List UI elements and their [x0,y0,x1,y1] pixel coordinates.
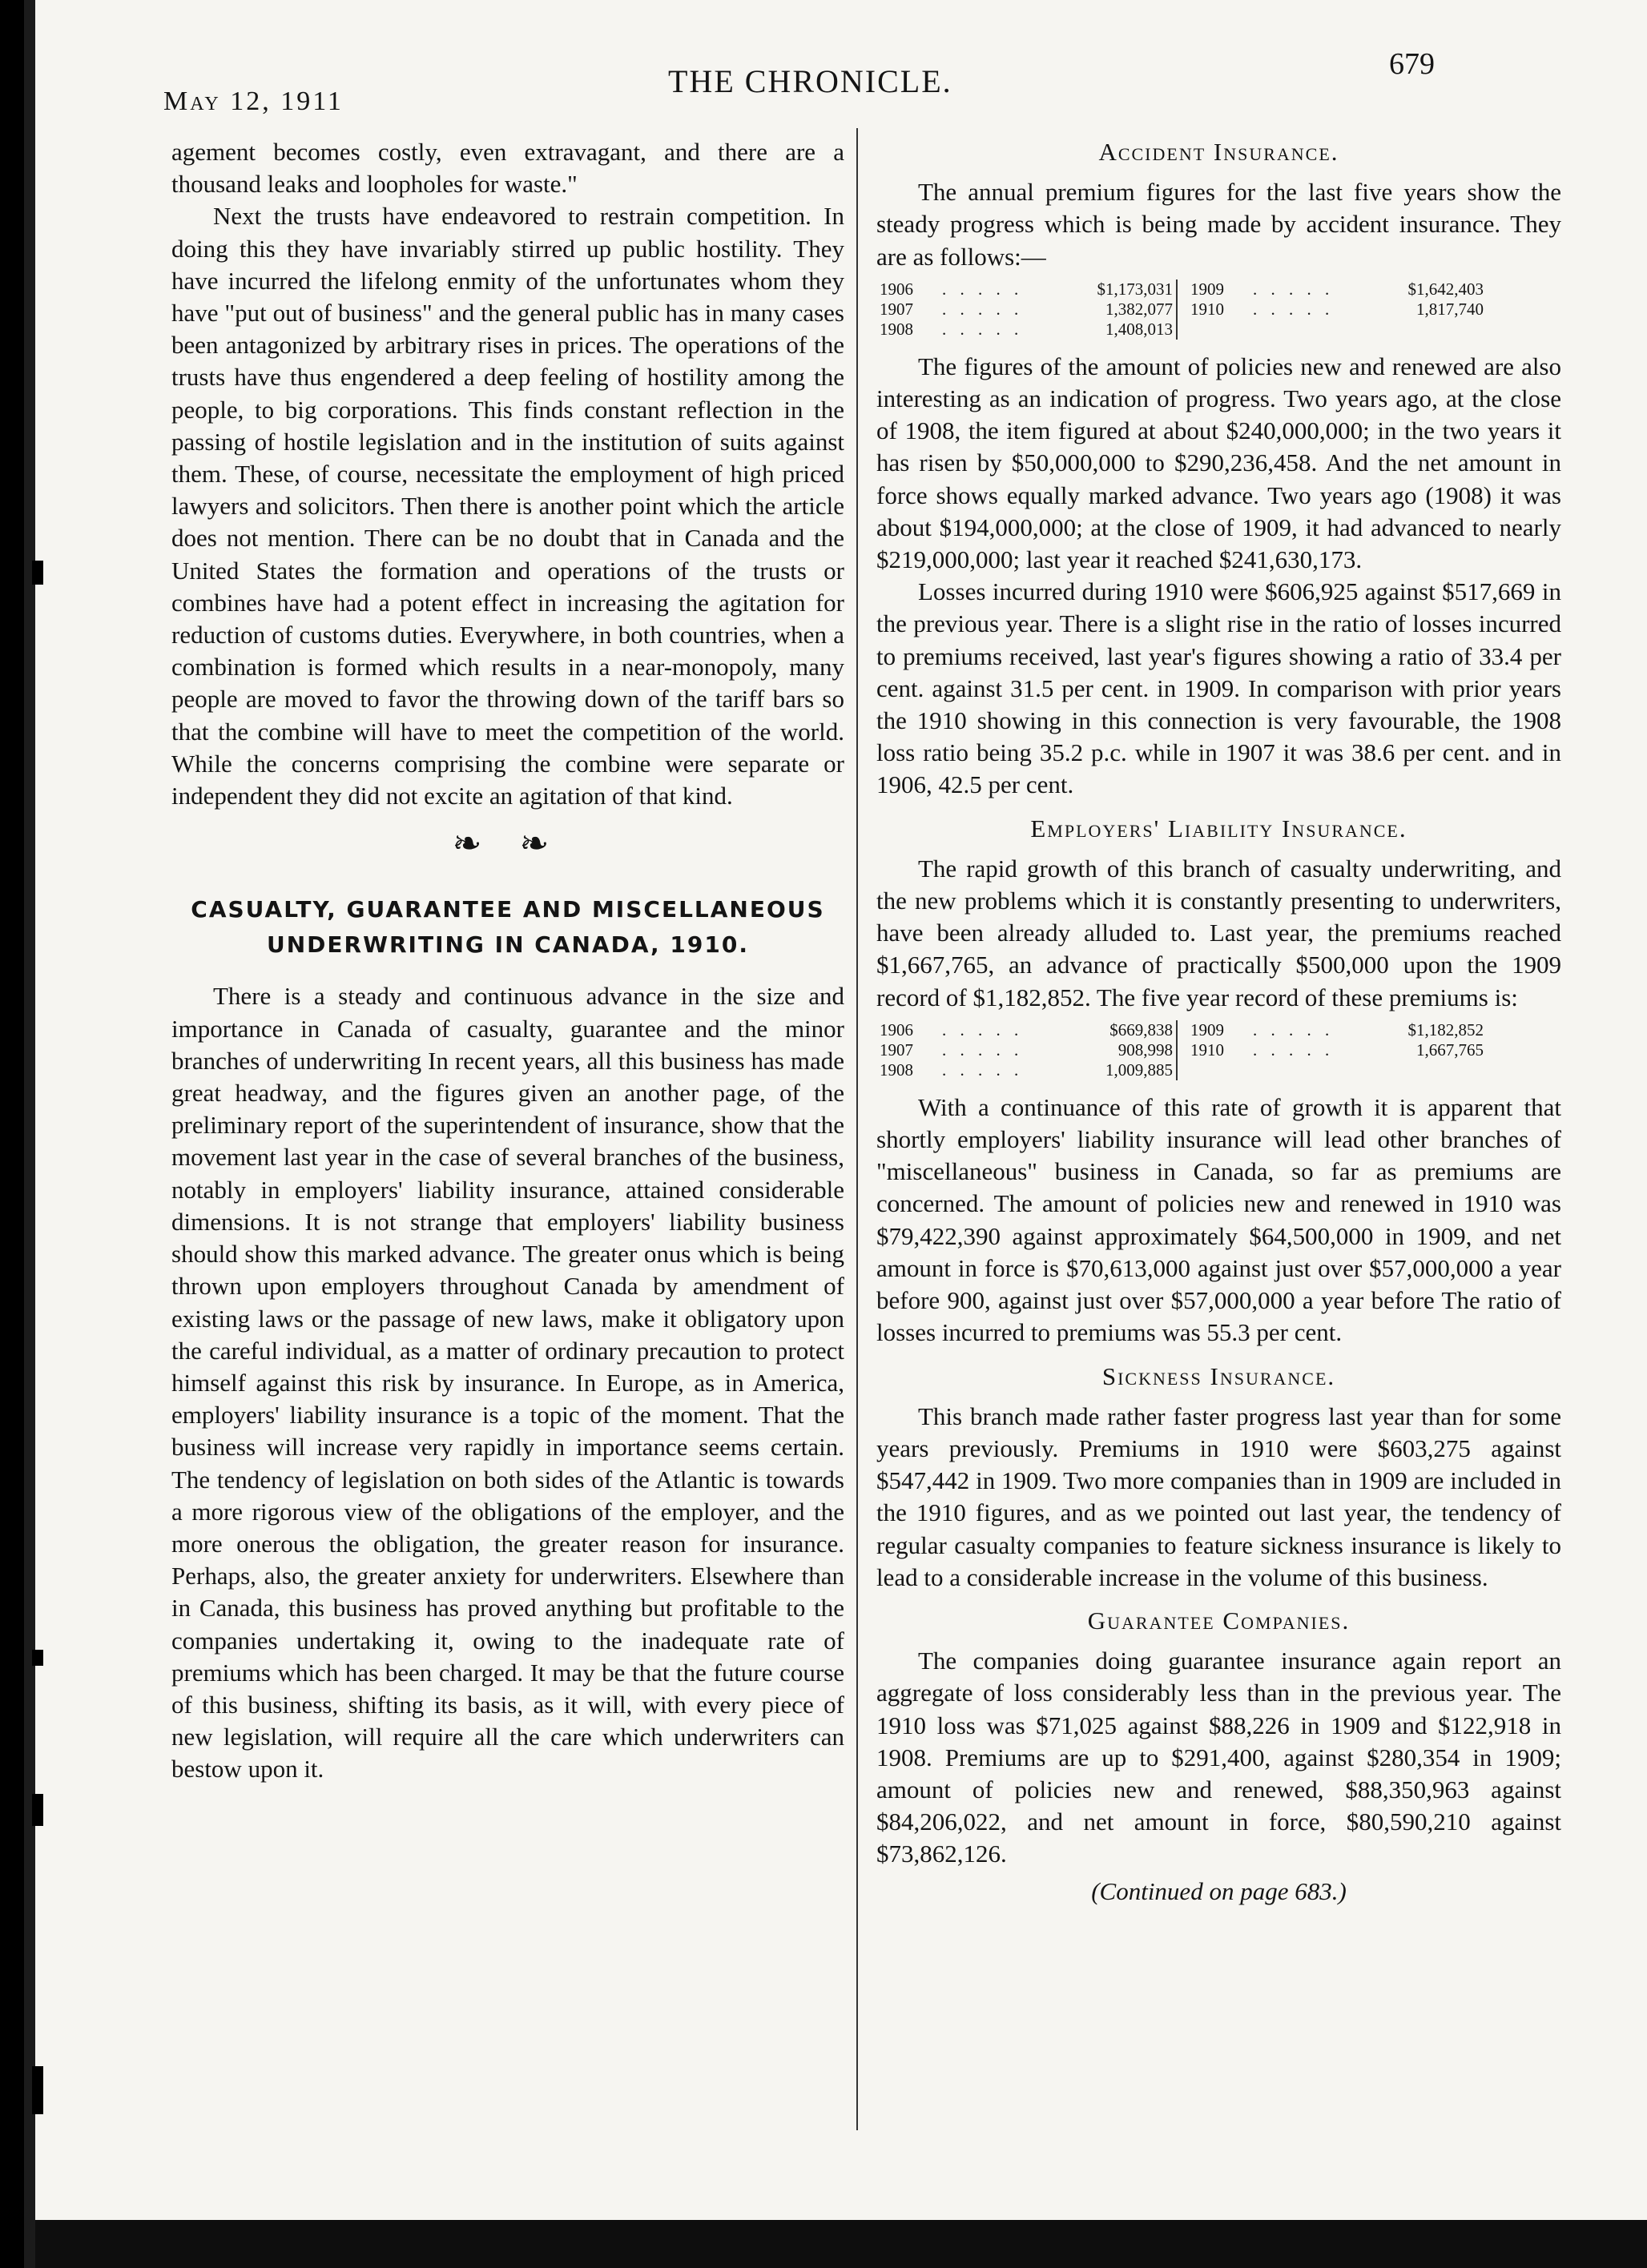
scan-edge [35,2220,1647,2268]
paragraph: Next the trusts have endeavored to restrain competition. In doing this they have invariably stirred up public hostility. They have incurred the lifelong enmity of the unfortunates whom they have "put out of business" and the general public has in many cases been antagonized by arbitrary rises in prices. The operations of the trusts have thus engendered a deep feeling of hostility among the people, to big corporations. This finds constant reflection in the passing of hostile legislation and in the institution of suits against them. These, of course, necessitate the employment of high priced lawyers and solicitors. Then there is another point which the article does not mention. There can be no doubt that in Canada and the United States the formation and operations of the trusts or combines have had a potent effect in increasing the agitation for reduction of customs duties. Everywhere, in both countries, when a combination is formed which results in a near-monopoly, many people are moved to favor the throwing down of the tariff bars so that the combine will have to meet the competition of the world. While the concerns comprising the combine were separate or independent they did not excite an agitation of that kind. [171,202,844,810]
article-title-line: CASUALTY, GUARANTEE AND MISCELLANEOUS [191,896,825,923]
paragraph: Losses incurred during 1910 were $606,925 against $517,669 in the previous year. There is a slight rise in the ratio of losses incurred to premiums received, last year's figures showing a ratio of 33.4 per cent. against 31.5 per cent. in 1909. In comparison with prior years the 1910 showing in this connection is very favourable, the 1908 loss ratio being 35.2 p.c. while in 1907 it was 38.6 per cent. and in 1906, 42.5 per cent. [876,577,1561,799]
paragraph: The rapid growth of this branch of casualty underwriting, and the new problems which it is constantly presenting to underwriters, have been already alluded to. Last year, the premiums reached $1,667,765, an advance of practically $500,000 upon the 1909 record of $1,182,852. The five year record of these premiums is: [876,854,1561,1011]
page-number: 679 [1389,47,1435,81]
section-heading-sickness: Sickness Insurance. [1101,1361,1336,1390]
table-cell-year: 1906 [880,279,913,299]
table-cell-amount: $669,838 [1109,1019,1173,1040]
paragraph: agement becomes costly, even extravagant, and there are a thousand leaks and loopholes for waste." [171,138,844,199]
ornament: ❧ ❧ [452,824,564,864]
paragraph: This branch made rather faster progress last year than for some years previously. Premiums in 1910 were $603,275 against $547,442 in 1909. Two more companies than in 1909 are included in the 1910 figures, and as we pointed out last year, the tendency of regular casualty companies to feature sickness insurance is likely to lead to a considerable increase in the volume of this business. [876,1401,1561,1591]
accident-premium-table [876,279,1487,340]
table-cell-amount: $1,642,403 [1407,279,1484,299]
table-cell-year: 1908 [880,1060,913,1080]
table-row: 1906 . . . . . $669,838 1909 . . . . . $1,182,852 [876,1020,1487,1040]
table-cell-amount: 908,998 [1117,1040,1173,1060]
table-cell-year: 1907 [880,299,913,319]
margin-mark [32,2066,43,2114]
table-cell-amount: $1,173,031 [1097,279,1173,299]
employers-premium-table [876,1020,1487,1080]
right-column [876,136,1561,1908]
table-cell-year: 1909 [1190,279,1224,299]
table-cell-amount: 1,382,077 [1105,299,1173,319]
continued-note: (Continued on page 683.) [1091,1876,1347,1905]
section-heading-employers: Employers' Liability Insurance. [1030,814,1407,842]
table-cell-amount: 1,009,885 [1105,1060,1173,1080]
paragraph: The figures of the amount of policies new and renewed are also interesting as an indication of progress. Two years ago, at the close of 1908, the item figured at about $240,000,000; in the two years it has risen by $50,000,000 to $290,236,458. And the net amount in force shows equally marked advance. Two years ago (1908) it was about $194,000,000; at the close of 1909, it had advanced to nearly $219,000,000; last year it reached $241,630,173. [876,352,1561,574]
table-cell-year: 1906 [880,1019,913,1040]
table-row: 1907 . . . . . 908,998 1910 . . . . . 1,667,765 [876,1040,1487,1060]
table-row: 1908 . . . . . 1,408,013 [876,320,1487,340]
table-row: 1907 . . . . . 1,382,077 1910 . . . . . 1,817,740 [876,300,1487,320]
table-row: 1906 . . . . . $1,173,031 1909 . . . . . $1,642,403 [876,279,1487,300]
paragraph: With a continuance of this rate of growth it is apparent that shortly employers' liability insurance will lead other branches of "miscellaneous" business in Canada, so far as premiums are concerned. The amount of policies new and renewed in 1910 was $79,422,390 against approximately $64,500,000 in 1909, and net amount in force is $70,613,000 against just over $57,000,000 a year before 900, against just over $57,000,000 a year before The ratio of losses incurred to premiums was 55.3 per cent. [876,1092,1561,1347]
section-heading-guarantee: Guarantee Companies. [1087,1606,1351,1635]
table-cell-amount: 1,408,013 [1105,319,1173,339]
column-divider [856,128,858,2130]
table-cell-year: 1909 [1190,1019,1224,1040]
table-cell-year: 1908 [880,319,913,339]
article-title [171,892,844,963]
margin-mark [32,1650,43,1666]
header-date: May 12, 1911 [163,86,344,116]
margin-mark [32,561,43,585]
left-column [171,136,844,1786]
paragraph: The companies doing guarantee insurance again report an aggregate of loss considerably less than in the previous year. The 1910 loss was $71,025 against $88,226 in 1909 and $122,918 in 1908. Premiums are up to $291,400, against $280,354 in 1909; amount of policies new and renewed, $88,350,963 against $84,206,022, and net amount in force, $80,590,210 against $73,862,126. [876,1647,1561,1868]
page-title: THE CHRONICLE. [668,63,952,99]
table-cell-year: 1910 [1190,1040,1224,1060]
table-cell-amount: 1,667,765 [1416,1040,1484,1060]
table-row: 1908 . . . . . 1,009,885 [876,1060,1487,1080]
table-cell-amount: 1,817,740 [1416,299,1484,319]
table-cell-year: 1907 [880,1040,913,1060]
margin-mark [32,1794,43,1826]
paragraph: The annual premium figures for the last five years show the steady progress which is being made by accident insurance. They are as follows:— [876,178,1561,271]
table-cell-amount: $1,182,852 [1407,1019,1484,1040]
table-cell-year: 1910 [1190,299,1224,319]
section-heading-accident: Accident Insurance. [1098,138,1339,166]
article-title-line: UNDERWRITING IN CANADA, 1910. [267,931,749,959]
paragraph: There is a steady and continuous advance in the size and importance in Canada of casualty, guarantee and the minor branches of underwriting In recent years, all this business has made great headway, and the figures given an another page, of the preliminary report of the superintendent of insurance, show that the movement last year in the case of several branches of the business, notably in employers' liability insurance, attained considerable dimensions. It is not strange that employers' liability business should show this marked advance. The greater onus which is being thrown upon employers throughout Canada by amendment of existing laws or the passage of new laws, make it obligatory upon the careful individual, as a matter of ordinary precaution to protect himself against this risk by insurance. In Europe, as in America, employers' liability insurance is a topic of the moment. That the business will increase very rapidly in importance seems certain. The tendency of legislation on both sides of the Atlantic is towards a more rigorous view of the obligations of the employer, and the more onerous the obligation, the greater reason for insurance. Perhaps, also, the greater anxiety for underwriters. Elsewhere than in Canada, this business has proved anything but profitable to the companies undertaking it, owing to the inadequate rate of premiums which has been charged. It may be that the future course of this business, shifting its basis, as it will, with every piece of new legislation, will require all the care which underwriters can bestow upon it. [171,982,844,1783]
newspaper-page [24,0,1647,2268]
